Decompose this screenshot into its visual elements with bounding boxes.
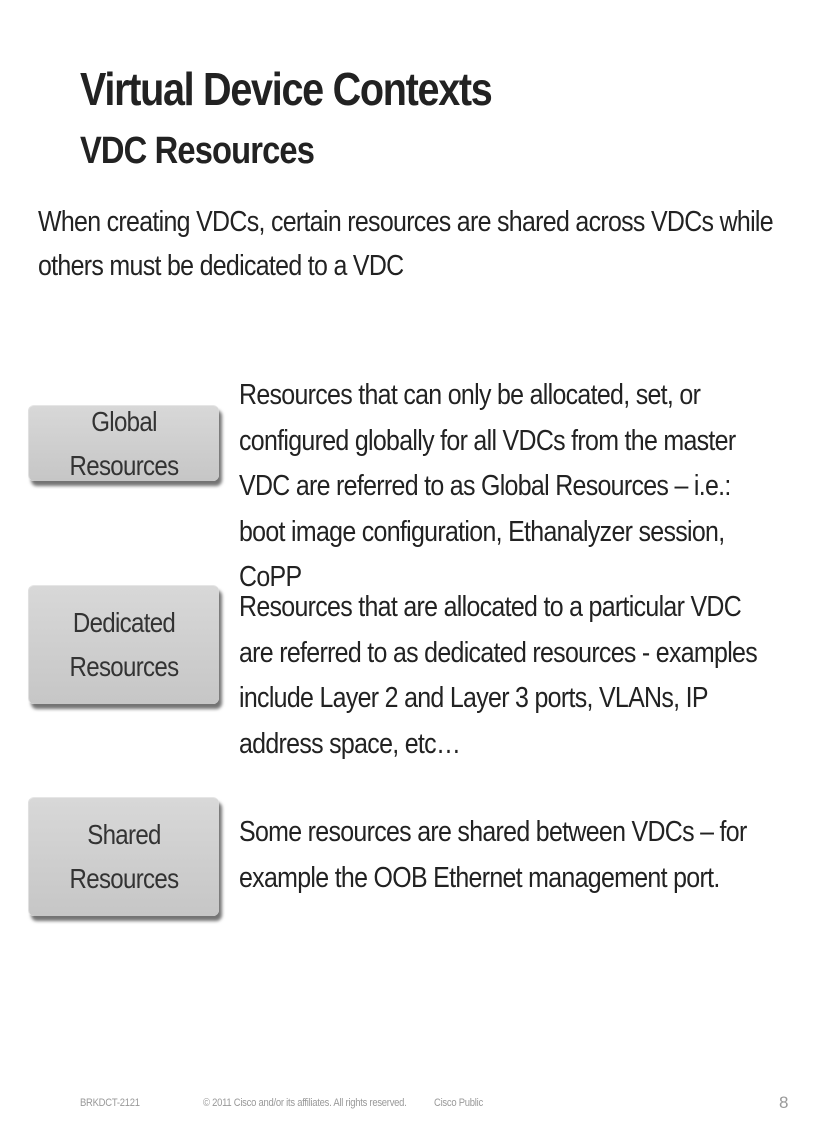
dedicated-resources-label: Dedicated Resources [69,607,179,682]
dedicated-resources-description: Resources that are allocated to a particular VDC are referred to as dedicated resources - examples include Layer 2 and Layer 3 ports, VLANs, IP address space, etc… [239,591,758,760]
global-resources-description: Resources that can only be allocated, set, or configured globally for all VDCs from the master VDC are referred to as Global Resources – i.e.: boot image configuration, Ethanalyzer session, CoPP [239,379,736,593]
dedicated-resources-box [28,585,219,704]
shared-resources-description: Some resources are shared between VDCs – for example the OOB Ethernet management port. [239,816,747,894]
global-resources-label: Global Resources [69,405,179,481]
intro-text: When creating VDCs, certain resources are shared across VDCs while others must be dedicated to a VDC [38,206,773,282]
slide-subtitle: VDC Resources [80,130,315,172]
slide-title: Virtual Device Contexts [80,63,492,115]
footer-copyright: © 2011 Cisco and/or its affiliates. All rights reserved. [203,1097,407,1109]
global-resources-box [28,405,219,481]
footer-session-id: BRKDCT-2121 [80,1097,140,1109]
shared-resources-box [28,797,219,916]
footer-classification: Cisco Public [434,1097,483,1109]
page-number: 8 [779,1093,789,1112]
shared-resources-label: Shared Resources [69,819,179,894]
